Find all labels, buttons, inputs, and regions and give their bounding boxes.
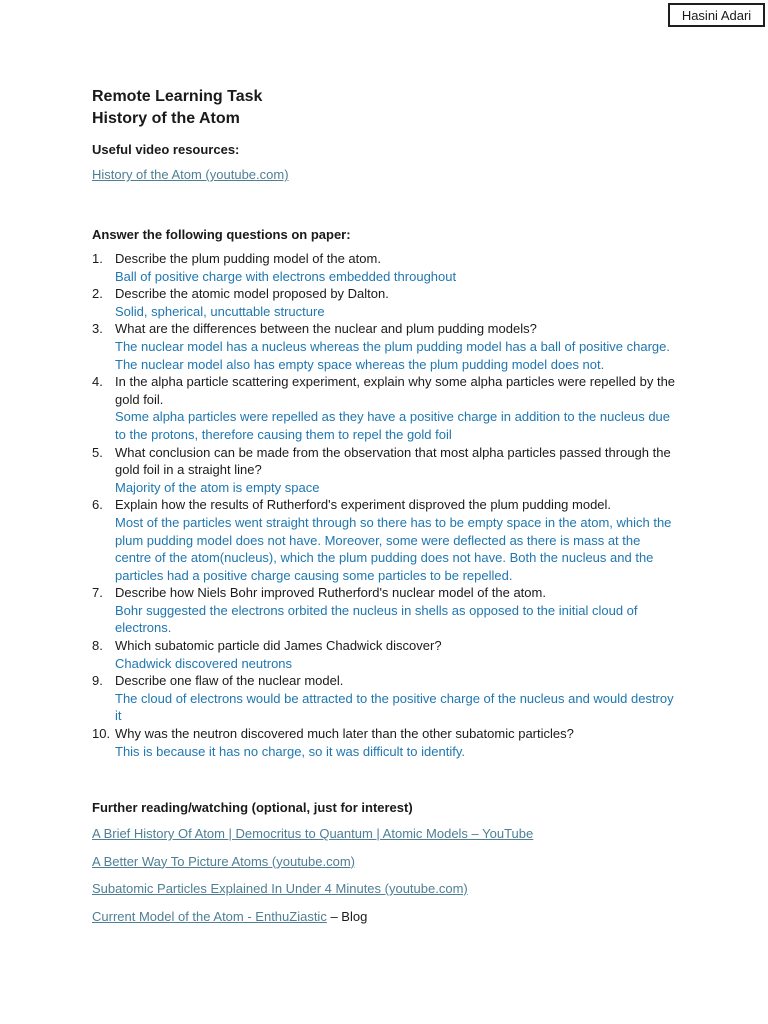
question-text: Why was the neutron discovered much later than the other subatomic particles? [115,726,574,742]
question-item-8 [92,637,676,672]
further-link-paragraph-1 [92,825,676,843]
question-number: 10. [92,726,111,742]
question-item-7 [92,584,676,637]
questions-heading: Answer the following questions on paper: [92,227,351,242]
video-resource-link[interactable]: History of the Atom (youtube.com) [92,167,289,182]
further-reading-links [92,825,676,935]
answer-text: Chadwick discovered neutrons [115,655,293,671]
answer-text: Most of the particles went straight through so there has to be empty space in the atom, which the plum pudding model does not have. Moreover, some were deflected as there is mass at the centre of the atom(nucleus), which the plum pudding does not have. Both the nucleus and the particles had a positive charge causing some particles to be repelled. [115,514,672,583]
question-text: Describe one flaw of the nuclear model. [115,673,344,689]
further-link-brief-history[interactable]: A Brief History Of Atom | Democritus to Quantum | Atomic Models – YouTube [92,826,534,841]
question-text: What are the differences between the nuclear and plum pudding models? [115,321,537,337]
question-item-6 [92,496,676,584]
resources-link-paragraph [92,166,676,183]
question-item-3 [92,320,676,373]
question-item-9 [92,672,676,725]
answer-text: Bohr suggested the electrons orbited the nucleus in shells as opposed to the initial cloud of electrons. [115,602,638,636]
answer-text: Ball of positive charge with electrons embedded throughout [115,268,457,284]
question-number: 9. [92,673,103,689]
further-link-paragraph-4 [92,908,676,926]
further-link-paragraph-2 [92,853,676,871]
answer-text: The nuclear model has a nucleus whereas the plum pudding model has a ball of positive charge. The nuclear model also has empty space whereas the plum pudding model does not. [115,338,671,372]
link-suffix-blog: – Blog [326,908,368,924]
answer-text: Solid, spherical, uncuttable structure [115,303,325,319]
question-item-10 [92,725,676,760]
question-number: 7. [92,585,103,601]
answer-text: Some alpha particles were repelled as they have a positive charge in addition to the nucleus due to the protons, therefore causing them to repel the gold foil [115,409,671,442]
question-text: Explain how the results of Rutherford's experiment disproved the plum pudding model. [115,497,612,513]
title-line-1: Remote Learning Task [92,88,263,105]
question-text: Describe the plum pudding model of the atom. [115,251,381,266]
resources-heading: Useful video resources: [92,142,240,157]
answer-text: Majority of the atom is empty space [115,479,320,495]
question-number: 4. [92,374,103,390]
question-text: Which subatomic particle did James Chadwick discover? [115,638,442,654]
document-title [92,86,676,129]
question-text: Describe how Niels Bohr improved Rutherford's nuclear model of the atom. [115,585,546,601]
question-item-4 [92,373,676,443]
question-number: 2. [92,286,103,302]
question-item-5 [92,444,676,497]
question-list [92,250,676,760]
question-item-2 [92,285,676,320]
further-link-better-way[interactable]: A Better Way To Picture Atoms (youtube.com) [92,853,355,869]
further-link-current-model[interactable]: Current Model of the Atom - EnthuZiastic [92,908,327,924]
question-number: 3. [92,321,103,337]
answer-text: The cloud of electrons would be attracted to the positive charge of the nucleus and would destroy it [115,690,674,724]
question-number: 6. [92,497,103,513]
title-line-2: History of the Atom [92,109,240,127]
further-reading-heading: Further reading/watching (optional, just for interest) [92,800,413,815]
question-item-1 [92,250,676,285]
question-number: 5. [92,444,103,460]
student-name-box[interactable] [668,3,765,27]
question-number: 8. [92,638,103,654]
further-link-paragraph-3 [92,880,676,898]
question-text: What conclusion can be made from the observation that most alpha particles passed through the gold foil in a straight line? [115,444,671,478]
question-number: 1. [92,251,103,266]
question-text: In the alpha particle scattering experiment, explain why some alpha particles were repelled by the gold foil. [115,374,676,407]
further-link-subatomic-particles[interactable]: Subatomic Particles Explained In Under 4 Minutes (youtube.com) [92,881,468,896]
student-name: Hasini Adari [681,7,752,23]
question-text: Describe the atomic model proposed by Dalton. [115,286,389,302]
answer-text: This is because it has no charge, so it was difficult to identify. [115,743,465,759]
